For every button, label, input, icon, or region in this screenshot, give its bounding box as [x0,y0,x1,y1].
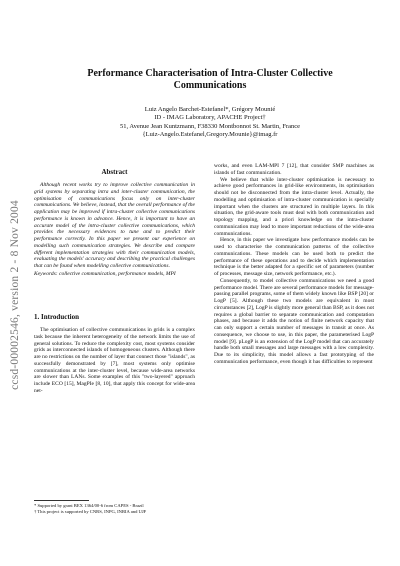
abstract-body: Although recent works try to improve collective communication in grid systems by separating intra and inter-cluster communication, the optimisation of communications focus only on inter-cluster communications. We believe, instead, that the overall performance of the application may be improved if intra-cluster collective communications performance is known in advance. Hence, it is important to have an accurate model of the intra-cluster collective communications, which provides the necessary evidences to tune and to predict their performance correctly. In this paper we present our experience on modelling such communication strategies. We describe and compare different implementation strategies with their communication models, evaluating the models' accuracy and describing the practical challenges that can be found when modelling collective communications. [34,182,195,269]
section-heading-introduction: 1. Introduction [34,313,79,321]
right-paragraph-4: Consequently, to model collective communications we need a good performance model. There are several performance models for message-passing parallel programs, some of them widely known like BSP [20] or LogP [5]. Although these two models are equivalent in most circumstances [2], LogP is slightly more general than BSP, as it does not requires a global barrier to separate communication and computation phases, and because it adds the notion of finite network capacity that can only support a certain number of messages in transit at once. As consequence, we choose to use, in this paper, the parameterised LogP model [9]. pLogP is an extension of the LogP model that can accurately handle both small messages and large messages with a low complexity. Due to its simplicity, this model allows a fast prototyping of the communication performance, even though it has difficulties to represent [214,277,374,365]
keywords: Keywords: collective communication, performance models, MPI [34,270,176,277]
author-email: {Luiz-Angelo.Estefanel,Gregory.Mounie}@imag.fr [142,131,278,139]
abstract-heading: Abstract [101,168,128,176]
footnotes [34,503,195,515]
right-paragraph-2: We believe that while inter-cluster optimisation is necessary to achieve good performances in grid-like environments, its optimisation should not be disconnected from the intra-cluster level. Actually, the modelling and optimisation of intra-cluster communication is specially important when the clusters are structured in multiple layers. In this situation, the grid-aware tools must deal with both communication and topology mapping, and a priori knowledge on the intra-cluster communication may lead to more important reductions of the wide-area communications. [214,176,374,237]
introduction-body: The optimisation of collective communications in grids is a complex task because the inherent heterogeneity of the network limits the use of general solutions. To reduce the complexity cost, most systems consider grids as interconnected islands of homogeneous clusters. Although there are no restrictions on the number of layer that connect those "islands", as successfully demonstrated by [7], most systems only optimise communications at the inter-cluster level, because wide-area networks are slower than LANs. Some examples of this "two-layered" approach include ECO [15], MagPIe [8, 10], that apply this concept for wide-area net- [34,327,195,394]
author-lab: ID - IMAG Laboratory, APACHE Project† [154,114,266,122]
sidebar-stamp-text: ccsd-00002546, version 2 - 8 Nov 2004 [9,200,21,390]
arxiv-sidebar-stamp [6,150,24,440]
footnote-1: * Supported by grant BEX 1364/00-6 from CAPES - Brazil [34,503,144,508]
author-names: Luiz Angelo Barchet-Estefanel*, Grégory Mounié [144,106,276,113]
right-paragraph-1: works, and even LAM-MPI 7 [12], that consider SMP machines as islands of fast communication. [214,163,374,176]
right-column [214,163,374,366]
abstract-section [34,182,195,278]
right-paragraph-3: Hence, in this paper we investigate how performance models can be used to characterise the communication patterns of the collective communications. These models can be used both to predict the performance of these operations and to decide which implementation technique is the better adapted for a specific set of parameters (number of processes, message size, network performance, etc.). [214,237,374,277]
author-address: 51, Avenue Jean Kuntzmann, F38330 Montbonnot St. Martin, France [119,122,301,130]
paper-title: Performance Characterisation of Intra-Cluster Collective Communications [87,68,333,91]
introduction-section [34,327,195,395]
author-block [60,106,360,140]
footnote-2: † This project is supported by CNRS, INPG, INRIA and UJF [34,509,147,514]
title-block [60,68,360,140]
footnote-rule [34,500,89,501]
